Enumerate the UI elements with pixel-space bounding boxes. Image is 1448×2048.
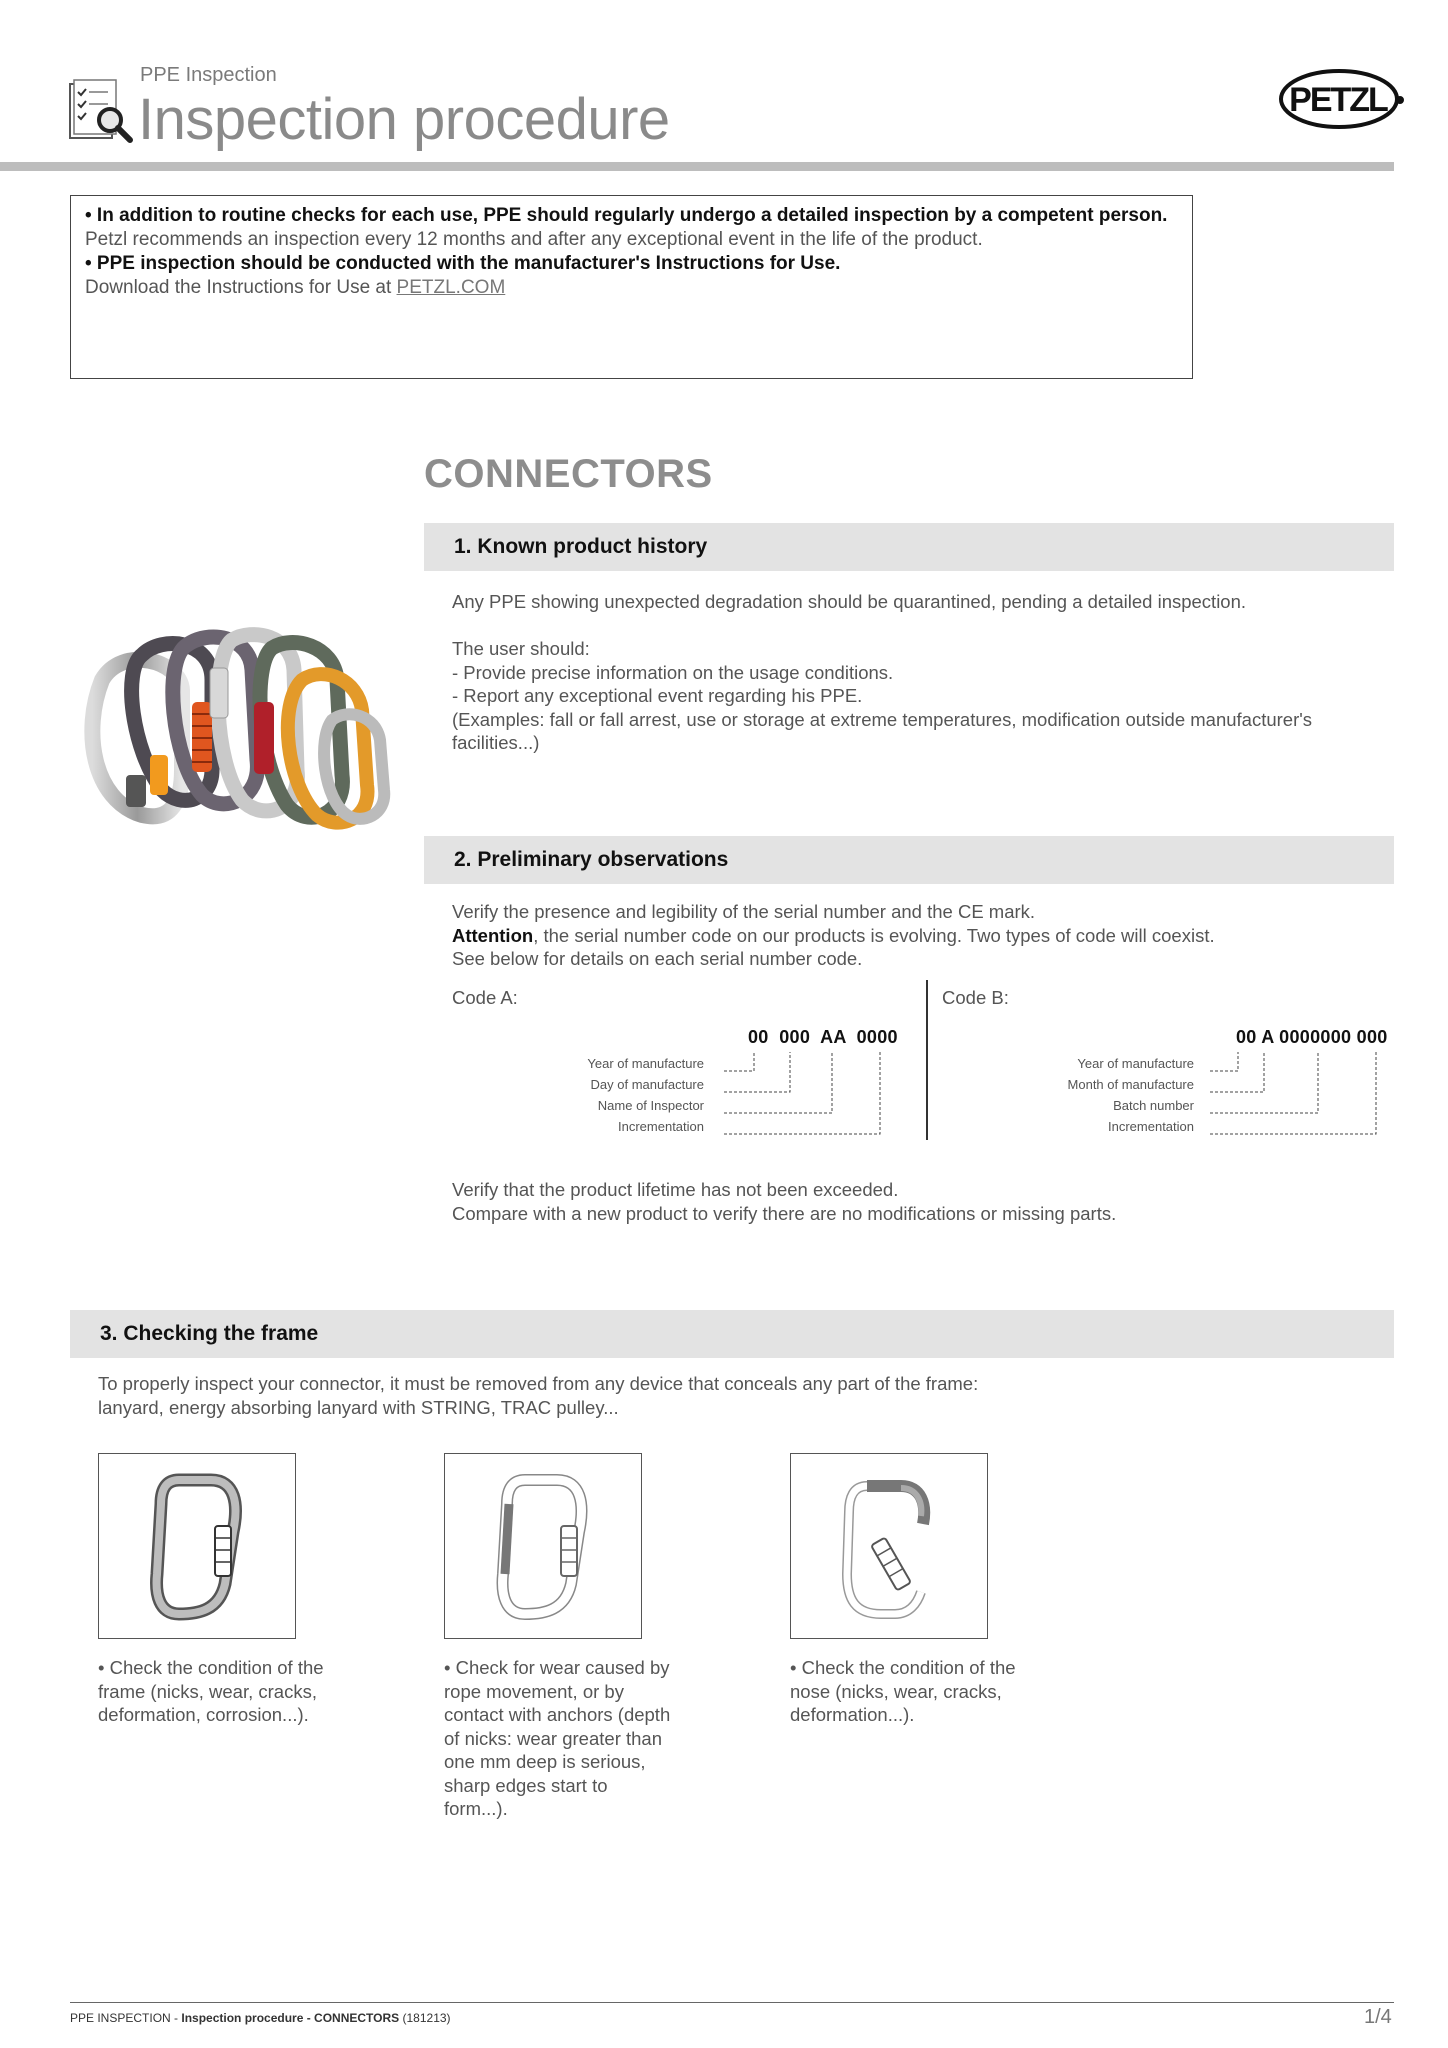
code-a-string: 00 000 AA 0000 <box>748 1027 898 1047</box>
footer-rule <box>70 2002 1394 2003</box>
caption-frame: • Check the condition of the frame (nicks, wear, cracks, deformation, corrosion...). <box>98 1657 324 1725</box>
petzl-logo <box>1276 66 1406 132</box>
attention-label: Attention <box>452 924 534 946</box>
page-number: 1/4 <box>1364 2006 1392 2028</box>
s2-p5: Compare with a new product to verify there are no modifications or missing parts. <box>452 1202 1117 1224</box>
s1-p4: - Report any exceptional event regarding his PPE. <box>452 685 863 706</box>
code-a-label: Code A: <box>452 987 518 1008</box>
intro-download-text: Download the Instructions for Use at <box>85 277 397 298</box>
section-3-body <box>98 1372 1098 1419</box>
header-rule <box>0 162 1394 171</box>
code-b-string: 00 A 0000000 000 <box>1236 1027 1388 1047</box>
code-b-label: Code B: <box>942 987 1009 1008</box>
s1-p3: - Provide precise information on the usage conditions. <box>452 661 894 683</box>
section-2-heading: 2. Preliminary observations <box>424 836 1394 884</box>
s2-p1: Verify the presence and legibility of the serial number and the CE mark. <box>452 901 1036 922</box>
section-1-heading: 1. Known product history <box>424 523 1394 571</box>
code-b-line-4: Incrementation <box>1108 1119 1194 1134</box>
carabiner-rope-wear-icon <box>445 1454 641 1638</box>
frame-check-illustration <box>98 1453 296 1639</box>
footer-bold: Inspection procedure - CONNECTORS <box>181 2011 400 2025</box>
footer-suffix: (181213) <box>399 2011 451 2025</box>
intro-box <box>70 195 1193 379</box>
s1-p5: (Examples: fall or fall arrest, use or storage at extreme temperatures, modification outside manufacturer's facilities...) <box>452 708 1313 753</box>
code-a-line-2: Day of manufacture <box>590 1077 704 1092</box>
s2-p3: See below for details on each serial number code. <box>452 948 863 969</box>
petzl-link[interactable]: PETZL.COM <box>396 277 506 298</box>
page-title: Inspection procedure <box>138 87 670 152</box>
code-a-line-3: Name of Inspector <box>597 1098 704 1113</box>
section-1-body <box>452 590 1382 755</box>
section-2-body-2 <box>452 1178 1382 1225</box>
code-b-connectors <box>1206 1050 1386 1140</box>
intro-bold-2: • PPE inspection should be conducted with the manufacturer's Instructions for Use. <box>85 253 841 274</box>
section-2-body <box>452 900 1382 971</box>
section-3-heading: 3. Checking the frame <box>70 1310 1394 1358</box>
s2-p2-rest: , the serial number code on our products is evolving. Two types of code will coexist. <box>533 924 1215 946</box>
code-a-line-4: Incrementation <box>618 1119 704 1134</box>
s3-p2: lanyard, energy absorbing lanyard with STRING, TRAC pulley... <box>98 1396 619 1418</box>
intro-text-1: Petzl recommends an inspection every 12 months and after any exceptional event in the life of the product. <box>85 229 983 250</box>
caption-rope-wear: • Check for wear caused by rope movement, or by contact with anchors (depth of nicks: wear greater than one mm deep is serious, sharp edges start to form...). <box>444 1657 671 1819</box>
s1-p1: Any PPE showing unexpected degradation should be quarantined, pending a detailed inspection. <box>452 591 1247 612</box>
header-kicker: PPE Inspection <box>140 64 277 86</box>
section-title: CONNECTORS <box>424 452 713 496</box>
footer-text <box>70 2011 451 2025</box>
caption-nose: • Check the condition of the nose (nicks, wear, cracks, deformation...). <box>790 1657 1016 1725</box>
intro-bold-1: • In addition to routine checks for each use, PPE should regularly undergo a detailed inspection by a competent person. <box>85 205 1168 226</box>
code-b-line-3: Batch number <box>1113 1098 1194 1113</box>
s3-p1: To properly inspect your connector, it must be removed from any device that conceals any part of the frame: <box>98 1373 979 1394</box>
code-b-line-2: Month of manufacture <box>1067 1077 1194 1092</box>
s1-p2: The user should: <box>452 638 590 659</box>
rope-wear-illustration <box>444 1453 642 1639</box>
code-divider <box>926 980 928 1140</box>
carabiner-nose-icon <box>791 1454 987 1638</box>
nose-check-illustration <box>790 1453 988 1639</box>
logo-text: PETZL <box>1289 81 1387 119</box>
code-a-line-1: Year of manufacture <box>587 1056 704 1071</box>
code-a-connectors <box>720 1050 890 1140</box>
code-b-line-1: Year of manufacture <box>1077 1056 1194 1071</box>
s2-p2 <box>452 924 1382 948</box>
s2-p4: Verify that the product lifetime has not been exceeded. <box>452 1179 899 1200</box>
intro-text-2 <box>85 276 1178 300</box>
carabiners-photo <box>62 610 402 836</box>
checklist-magnifier-icon <box>66 78 134 146</box>
footer-prefix: PPE INSPECTION - <box>70 2011 182 2025</box>
carabiner-frame-icon <box>99 1454 295 1638</box>
